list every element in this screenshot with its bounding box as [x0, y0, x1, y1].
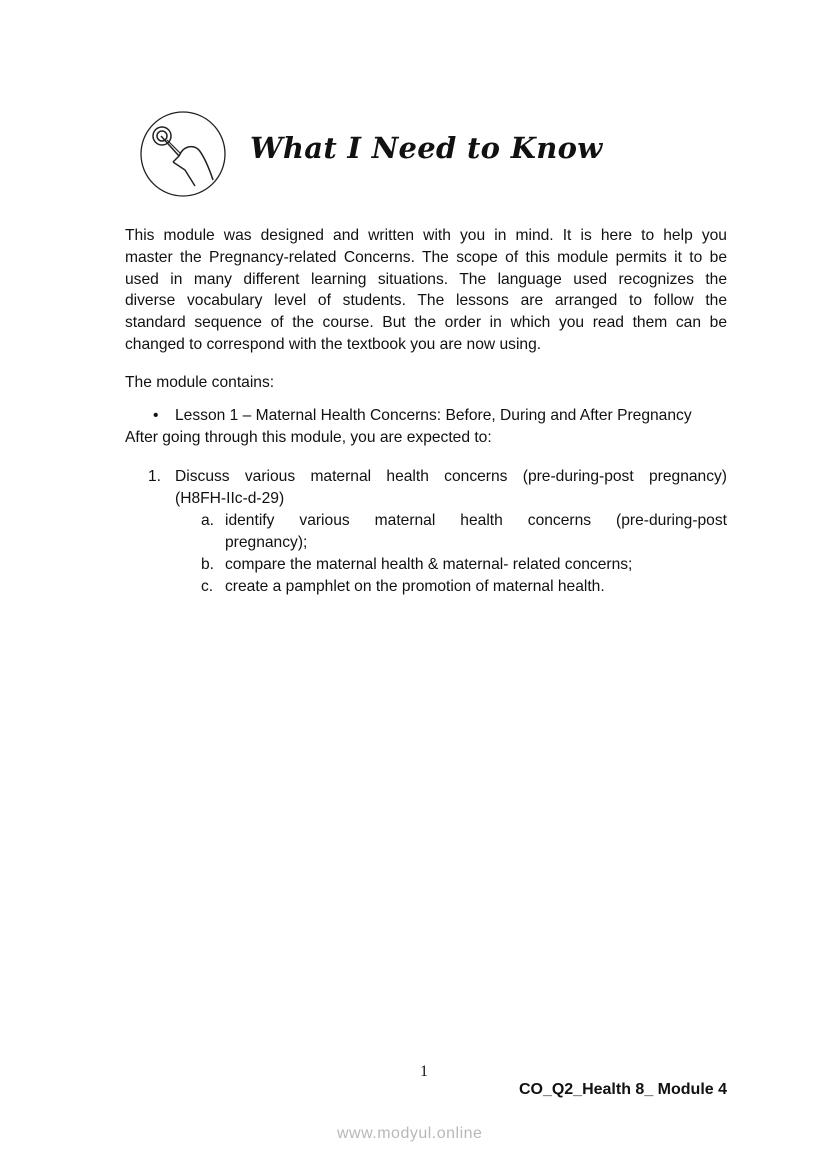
bullet: • — [153, 407, 159, 424]
sub-objective: create a pamphlet on the promotion of maternal health. — [225, 578, 605, 595]
hand-pointer-icon — [137, 110, 229, 198]
paragraph-line: used in many different learning situations. The language used recognizes the — [125, 271, 727, 288]
sub-letter: b. — [201, 556, 215, 573]
sub-objective: compare the maternal health & maternal- related concerns; — [225, 556, 633, 573]
section-title: What I Need to Know — [250, 131, 603, 165]
expected-label: After going through this module, you are expected to: — [125, 429, 492, 446]
watermark: www.modyul.online — [337, 1125, 483, 1142]
objective-code: (H8FH-IIc-d-29) — [175, 490, 285, 507]
contains-label: The module contains: — [125, 374, 275, 391]
sub-letter: a. — [201, 512, 215, 529]
objective-text: Discuss various maternal health concerns (pre-during-post pregnancy) — [175, 468, 727, 485]
sub-objective: identify various maternal health concerns (pre-during-post — [225, 512, 727, 529]
paragraph-line: master the Pregnancy-related Concerns. The scope of this module permits it to be — [125, 249, 727, 266]
paragraph-line: diverse vocabulary level of students. The lessons are arranged to follow the — [125, 292, 727, 309]
sub-letter: c. — [201, 578, 214, 595]
lesson-item: Lesson 1 – Maternal Health Concerns: Before, During and After Pregnancy — [175, 407, 692, 424]
page-number: 1 — [420, 1063, 428, 1080]
module-code: CO_Q2_Health 8_ Module 4 — [518, 1081, 727, 1098]
sub-objective-cont: pregnancy); — [225, 534, 308, 551]
paragraph-line: standard sequence of the course. But the order in which you read them can be — [125, 314, 727, 331]
paragraph-line: This module was designed and written with you in mind. It is here to help you — [125, 227, 727, 244]
objective-number: 1. — [148, 468, 162, 485]
paragraph-line: changed to correspond with the textbook you are now using. — [125, 336, 542, 353]
